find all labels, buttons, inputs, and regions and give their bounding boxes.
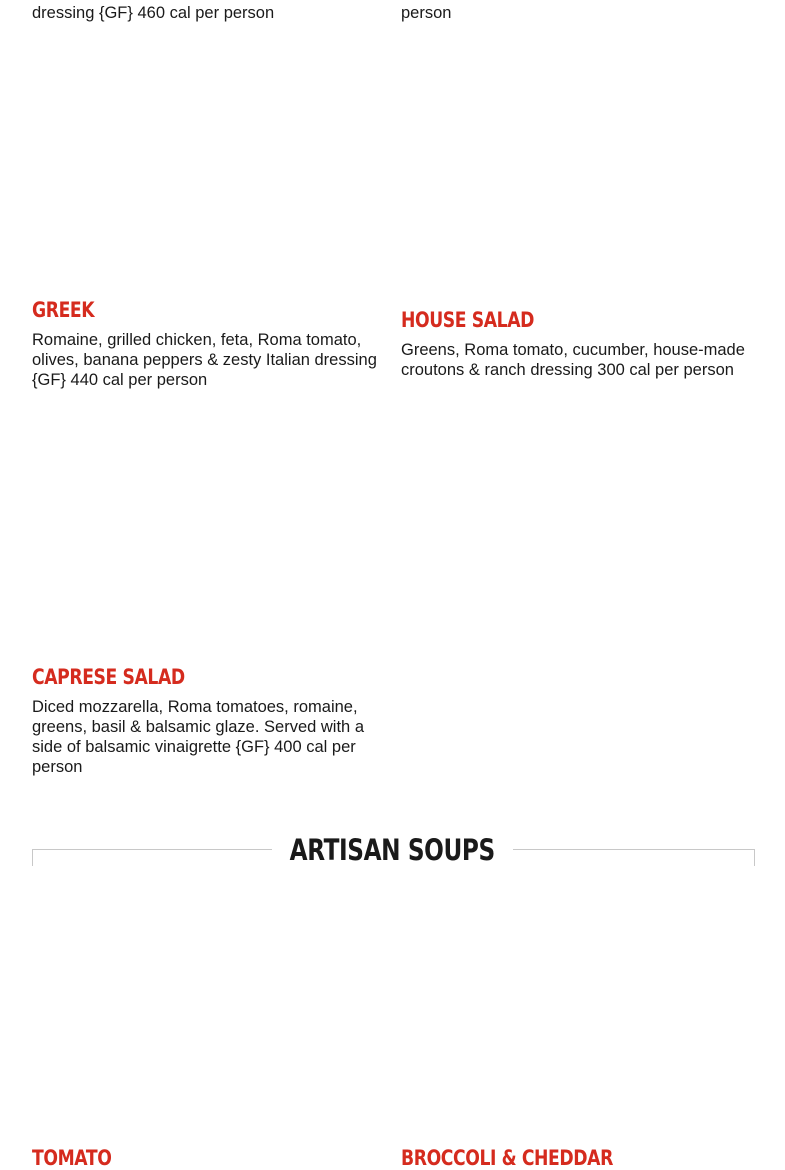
section-heading-text: ARTISAN SOUPS [289,833,496,867]
partial-item-description-left [32,0,382,23]
menu-item-title-caprese-salad[interactable]: CAPRESE SALAD [32,665,185,689]
menu-item-title-broccoli-cheddar[interactable]: BROCCOLI & CHEDDAR [401,1146,613,1170]
partial-hidden-line [401,0,751,3]
broccoli-cheddar-photo [401,880,751,1140]
caprese-photo [32,410,382,660]
house-salad-photo [401,40,751,300]
partial-desc-text-right: person [401,4,452,22]
section-heading-artisan-soups [0,832,785,868]
partial-desc-text-left: dressing {GF} 460 cal per person [32,4,275,22]
partial-item-description-right [401,0,751,23]
menu-item-title-tomato[interactable]: TOMATO [32,1146,112,1170]
greek-photo [32,40,382,290]
menu-item-title-greek[interactable]: GREEK [32,298,95,322]
menu-item-title-house-salad[interactable]: HOUSE SALAD [401,308,535,332]
tomato-soup-photo [32,880,382,1140]
menu-item-description-caprese-salad: Diced mozzarella, Roma tomatoes, romaine, greens, basil & balsamic glaze. Served with a side of balsamic vinaigrette {GF} 400 cal per person [32,698,364,776]
partial-hidden-line [32,0,382,3]
menu-item-description-house-salad: Greens, Roma tomato, cucumber, house-made croutons & ranch dressing 300 cal per person [401,341,745,379]
menu-item-description-greek: Romaine, grilled chicken, feta, Roma tomato, olives, banana peppers & zesty Italian dressing {GF} 440 cal per person [32,331,377,389]
